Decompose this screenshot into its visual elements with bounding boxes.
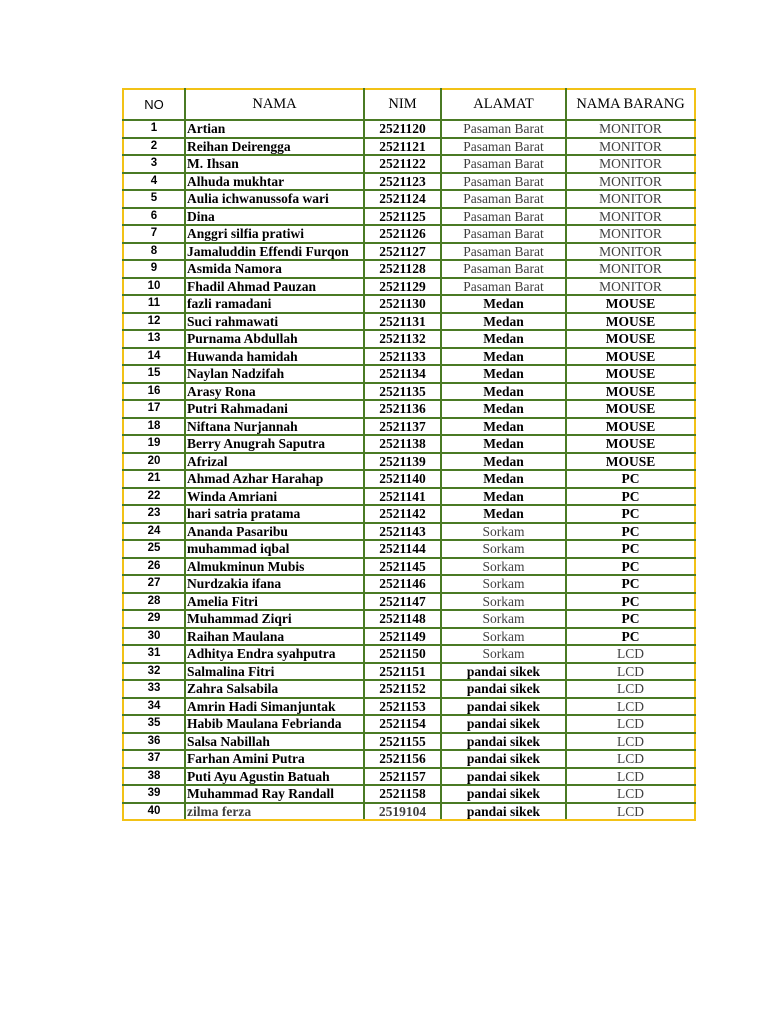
table-row (123, 208, 695, 226)
cell-alamat: Medan (441, 453, 566, 471)
cell-nim: 2521124 (364, 190, 441, 208)
cell-nama-barang: LCD (566, 768, 695, 786)
cell-nama: Naylan Nadzifah (185, 365, 364, 383)
cell-no: 11 (123, 295, 185, 313)
cell-no: 23 (123, 505, 185, 523)
cell-alamat: Medan (441, 313, 566, 331)
table-row (123, 225, 695, 243)
cell-nama-barang: LCD (566, 785, 695, 803)
cell-nama-barang: MONITOR (566, 243, 695, 261)
table-row (123, 138, 695, 156)
header-nim: NIM (364, 89, 441, 120)
header-no: NO (123, 89, 185, 120)
cell-no: 26 (123, 558, 185, 576)
cell-nama-barang: MONITOR (566, 138, 695, 156)
table-row (123, 540, 695, 558)
cell-nim: 2521135 (364, 383, 441, 401)
cell-alamat: Sorkam (441, 610, 566, 628)
cell-no: 13 (123, 330, 185, 348)
cell-nama-barang: LCD (566, 680, 695, 698)
table-row (123, 505, 695, 523)
table-row (123, 470, 695, 488)
cell-nim: 2521139 (364, 453, 441, 471)
cell-no: 7 (123, 225, 185, 243)
cell-nim: 2521147 (364, 593, 441, 611)
cell-nim: 2521126 (364, 225, 441, 243)
cell-alamat: pandai sikek (441, 680, 566, 698)
table-row (123, 593, 695, 611)
cell-nama: Alhuda mukhtar (185, 173, 364, 191)
cell-nama: Huwanda hamidah (185, 348, 364, 366)
cell-nim: 2521146 (364, 575, 441, 593)
table-row (123, 698, 695, 716)
cell-nim: 2521128 (364, 260, 441, 278)
cell-nama: Berry Anugrah Saputra (185, 435, 364, 453)
cell-alamat: Pasaman Barat (441, 190, 566, 208)
cell-nama-barang: PC (566, 610, 695, 628)
table-row (123, 383, 695, 401)
cell-nama: Arasy Rona (185, 383, 364, 401)
cell-alamat: Medan (441, 435, 566, 453)
cell-nama: Putri Rahmadani (185, 400, 364, 418)
cell-alamat: Sorkam (441, 628, 566, 646)
cell-nama-barang: LCD (566, 698, 695, 716)
table-row (123, 330, 695, 348)
cell-alamat: pandai sikek (441, 803, 566, 821)
cell-alamat: Pasaman Barat (441, 243, 566, 261)
cell-nama: Dina (185, 208, 364, 226)
cell-alamat: Medan (441, 348, 566, 366)
cell-nim: 2521158 (364, 785, 441, 803)
cell-nim: 2521120 (364, 120, 441, 138)
cell-nim: 2521121 (364, 138, 441, 156)
student-item-table (122, 88, 696, 821)
header-alamat: ALAMAT (441, 89, 566, 120)
cell-alamat: pandai sikek (441, 715, 566, 733)
cell-nama: Salsa Nabillah (185, 733, 364, 751)
table-row (123, 663, 695, 681)
cell-nim: 2521129 (364, 278, 441, 296)
header-nama-barang: NAMA BARANG (566, 89, 695, 120)
cell-nama: Puti Ayu Agustin Batuah (185, 768, 364, 786)
cell-nama: Jamaluddin Effendi Furqon (185, 243, 364, 261)
cell-nama: Reihan Deirengga (185, 138, 364, 156)
cell-nama: Suci rahmawati (185, 313, 364, 331)
cell-nim: 2521149 (364, 628, 441, 646)
cell-no: 3 (123, 155, 185, 173)
cell-nama-barang: PC (566, 505, 695, 523)
cell-alamat: pandai sikek (441, 785, 566, 803)
cell-no: 31 (123, 645, 185, 663)
cell-nama: Farhan Amini Putra (185, 750, 364, 768)
cell-nama: fazli ramadani (185, 295, 364, 313)
cell-nim: 2521140 (364, 470, 441, 488)
cell-no: 32 (123, 663, 185, 681)
cell-alamat: Pasaman Barat (441, 173, 566, 191)
cell-alamat: Medan (441, 505, 566, 523)
cell-nim: 2521148 (364, 610, 441, 628)
cell-nama: Aulia ichwanussofa wari (185, 190, 364, 208)
cell-alamat: Pasaman Barat (441, 278, 566, 296)
cell-nama-barang: PC (566, 558, 695, 576)
cell-nim: 2521151 (364, 663, 441, 681)
cell-nama-barang: MOUSE (566, 365, 695, 383)
table-row (123, 575, 695, 593)
cell-nim: 2521131 (364, 313, 441, 331)
cell-alamat: Pasaman Barat (441, 120, 566, 138)
table-row (123, 645, 695, 663)
cell-no: 34 (123, 698, 185, 716)
cell-alamat: Sorkam (441, 558, 566, 576)
cell-nama: Anggri silfia pratiwi (185, 225, 364, 243)
cell-no: 12 (123, 313, 185, 331)
cell-nama: Raihan Maulana (185, 628, 364, 646)
cell-alamat: Pasaman Barat (441, 208, 566, 226)
cell-nim: 2521130 (364, 295, 441, 313)
cell-nama-barang: MOUSE (566, 295, 695, 313)
cell-nama: zilma ferza (185, 803, 364, 821)
cell-nama-barang: PC (566, 593, 695, 611)
cell-nama: Salmalina Fitri (185, 663, 364, 681)
cell-no: 24 (123, 523, 185, 541)
cell-nama: hari satria pratama (185, 505, 364, 523)
cell-nim: 2521156 (364, 750, 441, 768)
cell-nama-barang: MONITOR (566, 208, 695, 226)
cell-nama: Artian (185, 120, 364, 138)
cell-nim: 2521145 (364, 558, 441, 576)
cell-nama-barang: MOUSE (566, 383, 695, 401)
cell-nama-barang: MOUSE (566, 313, 695, 331)
cell-no: 39 (123, 785, 185, 803)
cell-nama: Afrizal (185, 453, 364, 471)
cell-nama-barang: LCD (566, 750, 695, 768)
cell-nim: 2521137 (364, 418, 441, 436)
cell-nama: Amelia Fitri (185, 593, 364, 611)
cell-nim: 2521150 (364, 645, 441, 663)
cell-nama: muhammad iqbal (185, 540, 364, 558)
cell-no: 35 (123, 715, 185, 733)
cell-no: 37 (123, 750, 185, 768)
cell-nim: 2521125 (364, 208, 441, 226)
table-row (123, 173, 695, 191)
cell-no: 2 (123, 138, 185, 156)
table-row (123, 120, 695, 138)
table-row (123, 733, 695, 751)
header-nama: NAMA (185, 89, 364, 120)
cell-alamat: Medan (441, 365, 566, 383)
cell-nama-barang: MONITOR (566, 278, 695, 296)
cell-nama: Amrin Hadi Simanjuntak (185, 698, 364, 716)
cell-nama-barang: MOUSE (566, 330, 695, 348)
table-row (123, 190, 695, 208)
table-row (123, 768, 695, 786)
cell-no: 33 (123, 680, 185, 698)
cell-nama-barang: PC (566, 540, 695, 558)
table-row (123, 785, 695, 803)
cell-nim: 2521142 (364, 505, 441, 523)
cell-nim: 2521154 (364, 715, 441, 733)
cell-alamat: pandai sikek (441, 663, 566, 681)
cell-nama: Muhammad Ziqri (185, 610, 364, 628)
cell-no: 22 (123, 488, 185, 506)
table-row (123, 400, 695, 418)
cell-nama-barang: MOUSE (566, 418, 695, 436)
cell-no: 20 (123, 453, 185, 471)
cell-no: 38 (123, 768, 185, 786)
cell-nama-barang: MONITOR (566, 155, 695, 173)
cell-nama: Zahra Salsabila (185, 680, 364, 698)
cell-alamat: Pasaman Barat (441, 225, 566, 243)
cell-nama: Muhammad Ray Randall (185, 785, 364, 803)
cell-nama: Nurdzakia ifana (185, 575, 364, 593)
cell-nama-barang: PC (566, 470, 695, 488)
cell-nama: Habib Maulana Febrianda (185, 715, 364, 733)
cell-alamat: Sorkam (441, 540, 566, 558)
cell-alamat: Sorkam (441, 523, 566, 541)
cell-alamat: Pasaman Barat (441, 138, 566, 156)
cell-alamat: Sorkam (441, 593, 566, 611)
cell-alamat: Pasaman Barat (441, 155, 566, 173)
cell-nama-barang: LCD (566, 663, 695, 681)
table-row (123, 628, 695, 646)
table-body (123, 120, 695, 820)
cell-nama-barang: MOUSE (566, 348, 695, 366)
cell-no: 28 (123, 593, 185, 611)
cell-nama-barang: PC (566, 523, 695, 541)
cell-alamat: pandai sikek (441, 750, 566, 768)
cell-nama-barang: MONITOR (566, 260, 695, 278)
cell-nama: Fhadil Ahmad Pauzan (185, 278, 364, 296)
cell-no: 19 (123, 435, 185, 453)
cell-nim: 2521136 (364, 400, 441, 418)
cell-nim: 2521152 (364, 680, 441, 698)
cell-no: 40 (123, 803, 185, 821)
cell-nama-barang: MOUSE (566, 400, 695, 418)
cell-nama: Purnama Abdullah (185, 330, 364, 348)
cell-no: 4 (123, 173, 185, 191)
cell-no: 16 (123, 383, 185, 401)
table-row (123, 155, 695, 173)
cell-nama-barang: PC (566, 575, 695, 593)
table-row (123, 435, 695, 453)
cell-alamat: pandai sikek (441, 698, 566, 716)
cell-alamat: pandai sikek (441, 768, 566, 786)
table-row (123, 488, 695, 506)
cell-nim: 2521138 (364, 435, 441, 453)
cell-no: 29 (123, 610, 185, 628)
cell-nama: Niftana Nurjannah (185, 418, 364, 436)
cell-nama-barang: MONITOR (566, 173, 695, 191)
cell-no: 21 (123, 470, 185, 488)
cell-alamat: Medan (441, 400, 566, 418)
cell-no: 5 (123, 190, 185, 208)
cell-no: 27 (123, 575, 185, 593)
cell-nama-barang: PC (566, 628, 695, 646)
cell-nim: 2521123 (364, 173, 441, 191)
table-row (123, 260, 695, 278)
cell-nama-barang: LCD (566, 803, 695, 821)
cell-nim: 2521122 (364, 155, 441, 173)
cell-nama-barang: LCD (566, 715, 695, 733)
cell-nama-barang: PC (566, 488, 695, 506)
cell-alamat: Sorkam (441, 575, 566, 593)
table-row (123, 803, 695, 821)
cell-no: 18 (123, 418, 185, 436)
cell-no: 30 (123, 628, 185, 646)
cell-nim: 2521143 (364, 523, 441, 541)
cell-no: 15 (123, 365, 185, 383)
cell-alamat: Medan (441, 383, 566, 401)
cell-nama-barang: MONITOR (566, 225, 695, 243)
cell-no: 9 (123, 260, 185, 278)
cell-nim: 2521141 (364, 488, 441, 506)
table-row (123, 243, 695, 261)
cell-nama-barang: MOUSE (566, 453, 695, 471)
cell-alamat: Pasaman Barat (441, 260, 566, 278)
table-row (123, 348, 695, 366)
cell-nim: 2521157 (364, 768, 441, 786)
cell-nim: 2521132 (364, 330, 441, 348)
table-row (123, 750, 695, 768)
cell-alamat: pandai sikek (441, 733, 566, 751)
table-row (123, 610, 695, 628)
cell-nim: 2519104 (364, 803, 441, 821)
table-row (123, 680, 695, 698)
cell-alamat: Medan (441, 488, 566, 506)
table-row (123, 715, 695, 733)
cell-alamat: Medan (441, 470, 566, 488)
cell-nama: Ahmad Azhar Harahap (185, 470, 364, 488)
cell-nama: Winda Amriani (185, 488, 364, 506)
cell-nim: 2521144 (364, 540, 441, 558)
table-row (123, 365, 695, 383)
table-row (123, 558, 695, 576)
cell-no: 25 (123, 540, 185, 558)
cell-no: 10 (123, 278, 185, 296)
cell-nama: Almukminun Mubis (185, 558, 364, 576)
cell-nama-barang: LCD (566, 733, 695, 751)
cell-nama: M. Ihsan (185, 155, 364, 173)
cell-nama: Adhitya Endra syahputra (185, 645, 364, 663)
table-row (123, 523, 695, 541)
cell-nama-barang: MONITOR (566, 190, 695, 208)
cell-no: 14 (123, 348, 185, 366)
cell-no: 8 (123, 243, 185, 261)
cell-nama-barang: MONITOR (566, 120, 695, 138)
table-row (123, 295, 695, 313)
cell-alamat: Sorkam (441, 645, 566, 663)
cell-alamat: Medan (441, 418, 566, 436)
cell-no: 6 (123, 208, 185, 226)
cell-no: 1 (123, 120, 185, 138)
table-row (123, 453, 695, 471)
cell-nama: Asmida Namora (185, 260, 364, 278)
cell-nim: 2521153 (364, 698, 441, 716)
table-row (123, 418, 695, 436)
cell-nim: 2521133 (364, 348, 441, 366)
cell-nim: 2521127 (364, 243, 441, 261)
cell-nama-barang: MOUSE (566, 435, 695, 453)
cell-alamat: Medan (441, 330, 566, 348)
table-row (123, 278, 695, 296)
cell-no: 36 (123, 733, 185, 751)
cell-alamat: Medan (441, 295, 566, 313)
cell-nim: 2521134 (364, 365, 441, 383)
table-row (123, 313, 695, 331)
cell-no: 17 (123, 400, 185, 418)
cell-nama: Ananda Pasaribu (185, 523, 364, 541)
cell-nama-barang: LCD (566, 645, 695, 663)
header-row (123, 89, 695, 120)
cell-nim: 2521155 (364, 733, 441, 751)
